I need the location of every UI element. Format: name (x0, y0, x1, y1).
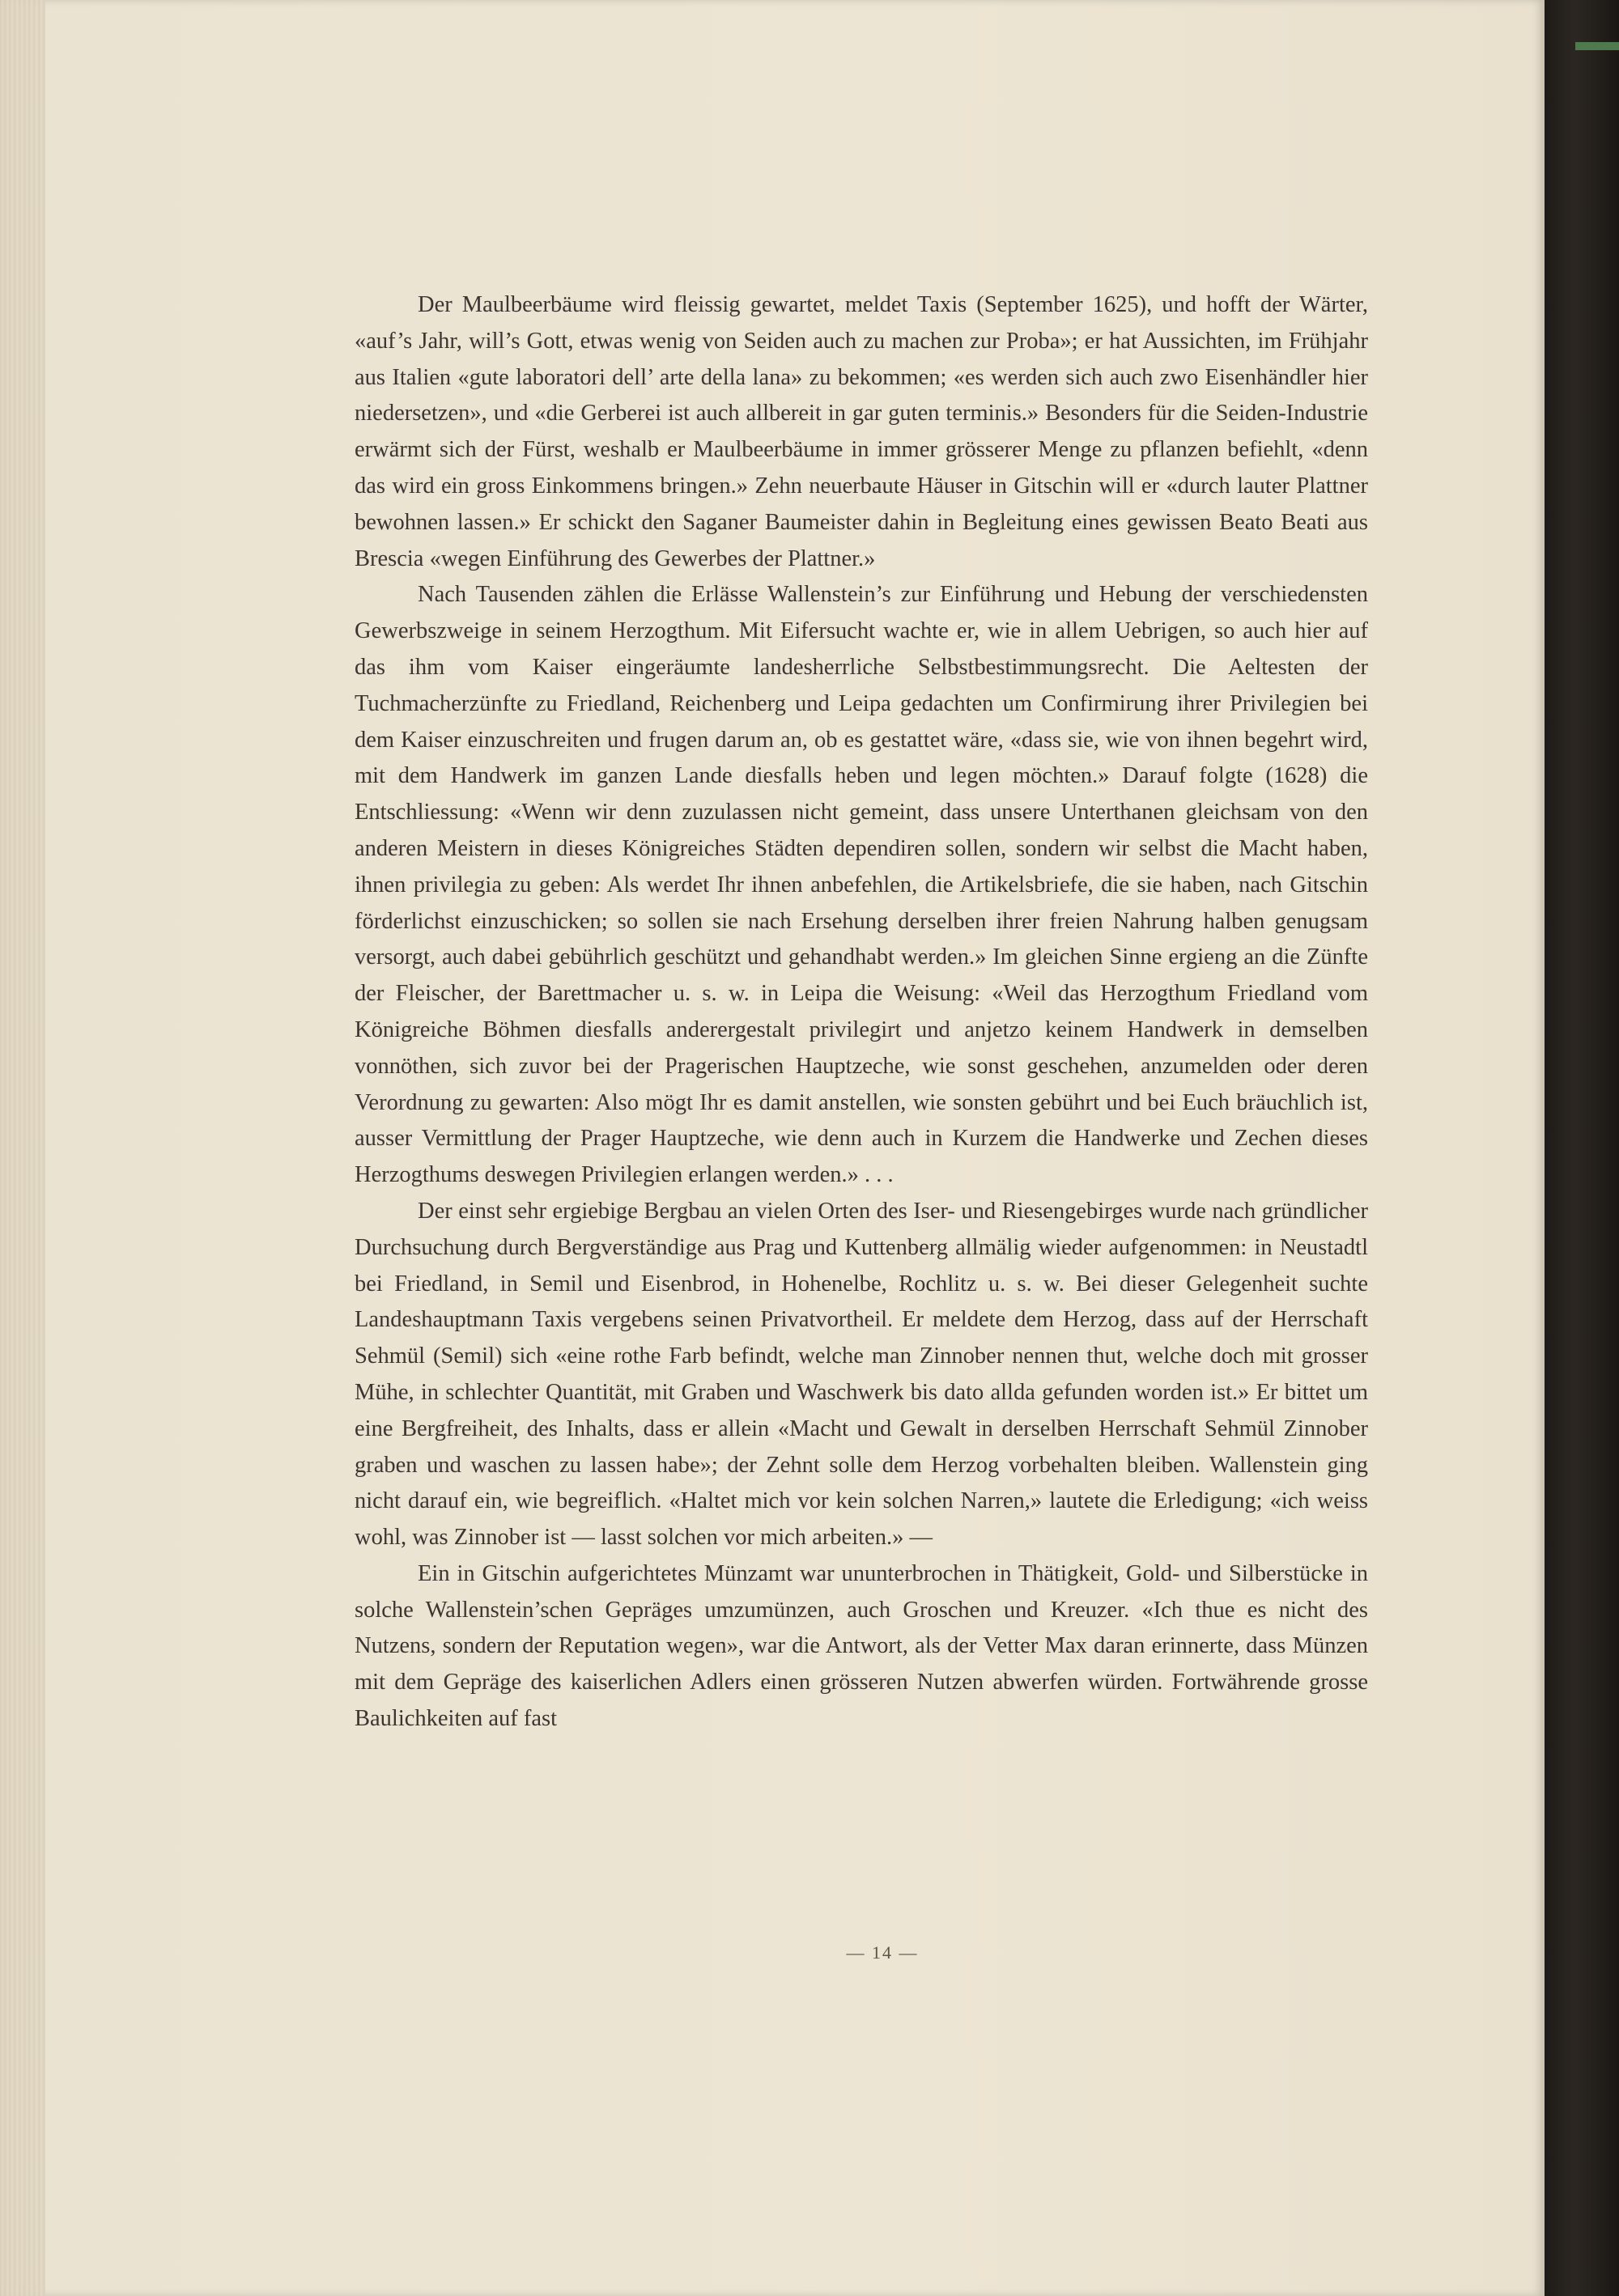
scan-background-strip (1545, 0, 1619, 2296)
paragraph-silk-industry: Der Maulbeerbäume wird fleissig gewartet, meldet Taxis (September 1625), und hofft der Wärter, «auf’s Jahr, will’s Gott, etwas wenig von Seiden auch zu machen zur Proba»; er hat Aussichten, im Frühjahr aus Italien «gute laboratori dell’ arte della lana» zu bekommen; «es werden sich auch zwo Eisenhändler hier niedersetzen», und «die Gerberei ist auch allbereit in gar guten terminis.» Besonders für die Seiden-Industrie erwärmt sich der Fürst, weshalb er Maulbeerbäume in immer grösserer Menge zu pflanzen befiehlt, «denn das wird ein gross Einkommens bringen.» Zehn neuerbaute Häuser in Gitschin will er «durch lauter Plattner bewohnen lassen.» Er schickt den Saganer Baumeister dahin in Begleitung eines gewissen Beato Beati aus Brescia «wegen Einführung des Gewerbes der Plattner.» (355, 292, 1368, 571)
paragraph-trade-privileges: Nach Tausenden zählen die Erlässe Wallenstein’s zur Einführung und Hebung der verschiedensten Gewerbszweige in seinem Herzogthum. Mit Eifersucht wachte er, wie in allem Uebrigen, so auch hier auf das ihm vom Kaiser eingeräumte landesherrliche Selbstbestimmungsrecht. Die Aeltesten der Tuchmacherzünfte zu Friedland, Reichenberg und Leipa gedachten um Confirmirung ihrer Privilegien bei dem Kaiser einzuschreiten und frugen darum an, ob es gestattet wäre, «dass sie, wie von ihnen begehrt wird, mit dem Handwerk im ganzen Lande diesfalls heben und legen möchten.» Darauf folgte (1628) die Entschliessung: «Wenn wir denn zuzulassen nicht gemeint, dass unsere Unterthanen gleichsam von den anderen Meistern in dieses Königreiches Städten dependiren sollen, sondern wir selbst die Macht haben, ihnen privilegia zu geben: Als werdet Ihr ihnen anbefehlen, die Artikelsbriefe, die sie haben, nach Gitschin förderlichst einzuschicken; so sollen sie nach Ersehung derselben ihrer freien Nahrung halben genugsam versorgt, auch dabei gebührlich geschützt und gehandhabt werden.» Im gleichen Sinne ergieng an die Zünfte der Fleischer, der Barettmacher u. s. w. in Leipa die Weisung: «Weil das Herzogthum Friedland vom Königreiche Böhmen diesfalls anderergestalt privilegirt und anjetzo keinem Handwerk in demselben vonnöthen, sich zuvor bei der Pragerischen Hauptzeche, wie sonst geschehen, anzumelden oder deren Verordnung zu gewarten: Also mögt Ihr es damit anstellen, wie sonsten gebührt und bei Euch bräuchlich ist, ausser Vermittlung der Prager Hauptzeche, wie denn auch in Kurzem die Handwerke und Zechen dieses Herzogthums deswegen Privilegien erlangen werden.» . . . (355, 582, 1368, 1188)
body-text (355, 287, 1368, 1738)
scan-marker (1575, 42, 1619, 50)
paragraph-mint: Ein in Gitschin aufgerichtetes Münzamt war ununterbrochen in Thätigkeit, Gold- und Silberstücke in solche Wallenstein’schen Gepräges umzumünzen, auch Groschen und Kreuzer. «Ich thue es nicht des Nutzens, sondern der Reputation wegen», war die Antwort, als der Vetter Max daran erinnerte, dass Münzen mit dem Gepräge des kaiserlichen Adlers einen grösseren Nutzen abwerfen würden. Fortwährende grosse Baulichkeiten auf fast (355, 1560, 1368, 1732)
paragraph-mining: Der einst sehr ergiebige Bergbau an vielen Orten des Iser- und Riesengebirges wurde nach gründlicher Durchsuchung durch Bergverständige aus Prag und Kuttenberg allmälig wieder aufgenommen: in Neustadtl bei Friedland, in Semil und Eisenbrod, in Hohenelbe, Rochlitz u. s. w. Bei dieser Gelegenheit suchte Landeshauptmann Taxis vergebens seinen Privatvortheil. Er meldete dem Herzog, dass auf der Herrschaft Sehmül (Semil) sich «eine rothe Farb befindt, welche man Zinnober nennen thut, welche doch mit grosser Mühe, in schlechter Quantität, mit Graben und Waschwerk bis dato allda gefunden worden ist.» Er bittet um eine Bergfreiheit, des Inhalts, dass er allein «Macht und Gewalt in derselben Herrschaft Sehmül Zinnober graben und waschen zu lassen habe»; der Zehnt solle dem Herzog vorbehalten bleiben. Wallenstein ging nicht darauf ein, wie begreiflich. «Haltet mich vor kein solchen Narren,» lautete die Erledigung; «ich weiss wohl, was Zinnober ist — lasst solchen vor mich arbeiten.» — (355, 1198, 1368, 1551)
page-number: — 14 — (846, 1942, 919, 1963)
